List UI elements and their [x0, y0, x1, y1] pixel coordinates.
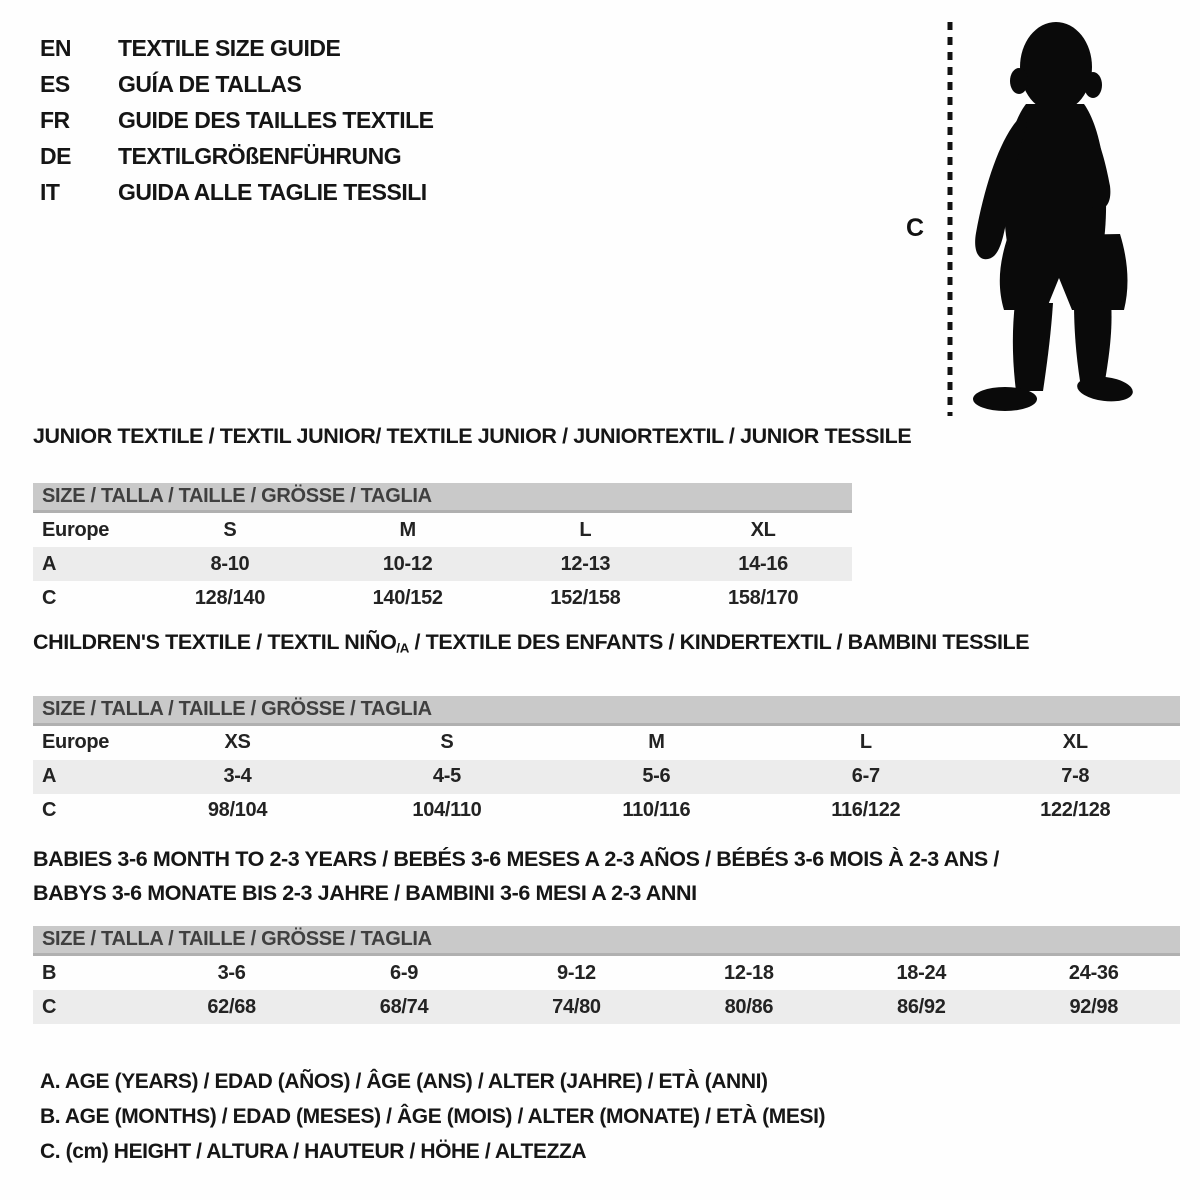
cell-value: 4-5 — [432, 765, 461, 788]
table-row-age — [33, 547, 852, 581]
cell-value: 18-24 — [896, 961, 947, 984]
cell-value: 8-10 — [210, 552, 250, 575]
language-code: FR — [40, 106, 70, 133]
table-row-height — [33, 990, 1180, 1024]
size-column: XL — [750, 518, 776, 541]
language-row-en — [40, 30, 434, 66]
language-list — [40, 30, 434, 210]
cell-value: 10-12 — [382, 552, 433, 575]
language-title: TEXTILGRÖßENFÜHRUNG — [118, 142, 402, 169]
language-code: DE — [40, 142, 71, 169]
cell-value: 12-18 — [724, 961, 774, 984]
footnote-age-years: A. AGE (YEARS) / EDAD (AÑOS) / ÂGE (ANS) / ALTER (JAHRE) / ETÀ (ANNI) — [40, 1070, 768, 1093]
children-size-table — [33, 726, 1180, 828]
row-label: A — [42, 765, 57, 788]
size-column: L — [859, 731, 872, 754]
cell-value: 68/74 — [379, 995, 429, 1018]
cell-value: 5-6 — [642, 765, 671, 788]
cell-value: 6-9 — [390, 961, 419, 984]
cell-value: 128/140 — [194, 586, 266, 609]
table-row-europe — [33, 726, 1180, 760]
row-label: Europe — [42, 518, 110, 541]
cell-value: 3-6 — [217, 961, 246, 984]
height-figure — [900, 16, 1165, 420]
cell-value: 98/104 — [207, 799, 268, 822]
table-row-europe — [33, 513, 852, 547]
section-children-textile — [33, 630, 1180, 828]
title-line-1: BABIES 3-6 MONTH TO 2-3 YEARS / BEBÉS 3-6 MESES A 2-3 AÑOS / BÉBÉS 3-6 MOIS À 2-3 ANS / — [33, 847, 999, 871]
language-code: EN — [40, 34, 71, 61]
row-label: C — [42, 799, 57, 822]
cell-value: 3-4 — [223, 765, 252, 788]
cell-value: 92/98 — [1069, 995, 1119, 1018]
cell-value: 140/152 — [372, 586, 443, 609]
language-title: GUIDA ALLE TAGLIE TESSILI — [118, 178, 427, 205]
footnotes — [40, 1064, 825, 1169]
cell-value: 14-16 — [738, 552, 788, 575]
language-row-de — [40, 138, 434, 174]
language-code: IT — [40, 178, 60, 205]
size-column: S — [440, 731, 454, 754]
table-row-age — [33, 760, 1180, 794]
junior-size-table — [33, 513, 852, 615]
footnote-height: C. (cm) HEIGHT / ALTURA / HAUTEUR / HÖHE / ALTEZZA — [40, 1140, 587, 1163]
title-line-2: BABYS 3-6 MONATE BIS 2-3 JAHRE / BAMBINI 3-6 MESI A 2-3 ANNI — [33, 881, 697, 905]
title-part: CHILDREN'S TEXTILE / TEXTIL NIÑO — [33, 630, 397, 654]
language-row-fr — [40, 102, 434, 138]
cell-value: 12-13 — [560, 552, 611, 575]
title-subscript: /A — [396, 640, 409, 656]
section-babies-textile — [33, 842, 1180, 1024]
section-title-babies — [33, 842, 1180, 910]
size-column: XS — [224, 731, 251, 754]
cell-value: 62/68 — [207, 995, 256, 1018]
size-column: XL — [1062, 731, 1088, 754]
row-label: C — [42, 995, 57, 1018]
title-part: / TEXTILE DES ENFANTS / KINDERTEXTIL / BAMBINI TESSILE — [408, 630, 1030, 654]
language-row-es — [40, 66, 434, 102]
cell-value: 104/110 — [412, 799, 482, 822]
section-junior-textile — [33, 424, 912, 615]
size-column: M — [648, 731, 665, 754]
babies-size-table — [33, 956, 1180, 1024]
section-title-children — [33, 630, 1180, 661]
height-label: C — [906, 214, 925, 242]
cell-value: 152/158 — [550, 586, 621, 609]
row-label: A — [42, 552, 57, 575]
language-code: ES — [40, 70, 70, 97]
row-label: Europe — [42, 731, 110, 754]
language-title: GUIDE DES TAILLES TEXTILE — [118, 106, 434, 133]
toddler-silhouette — [973, 22, 1134, 411]
size-column: M — [399, 518, 416, 541]
cell-value: 24-36 — [1068, 961, 1119, 984]
section-title-junior: JUNIOR TEXTILE / TEXTIL JUNIOR/ TEXTILE JUNIOR / JUNIORTEXTIL / JUNIOR TESSILE — [33, 424, 912, 448]
footnote-age-months: B. AGE (MONTHS) / EDAD (MESES) / ÂGE (MOIS) / ALTER (MONATE) / ETÀ (MESI) — [40, 1105, 826, 1128]
size-column: L — [579, 518, 592, 541]
table-row-height — [33, 581, 852, 615]
cell-value: 86/92 — [897, 995, 946, 1018]
size-header-band: SIZE / TALLA / TAILLE / GRÖSSE / TAGLIA — [33, 926, 1180, 956]
language-title: TEXTILE SIZE GUIDE — [118, 34, 341, 61]
table-row-height — [33, 794, 1180, 828]
row-label: B — [42, 961, 57, 984]
cell-value: 116/122 — [831, 799, 901, 822]
size-header-band: SIZE / TALLA / TAILLE / GRÖSSE / TAGLIA — [33, 483, 852, 513]
table-row-months — [33, 956, 1180, 990]
cell-value: 80/86 — [724, 995, 774, 1018]
size-header-band: SIZE / TALLA / TAILLE / GRÖSSE / TAGLIA — [33, 696, 1180, 726]
cell-value: 6-7 — [851, 765, 880, 788]
cell-value: 122/128 — [1040, 799, 1111, 822]
row-label: C — [42, 586, 57, 609]
cell-value: 74/80 — [552, 995, 601, 1018]
cell-value: 7-8 — [1061, 765, 1090, 788]
toddler-silhouette-icon — [928, 16, 1140, 420]
language-row-it — [40, 174, 434, 210]
language-title: GUÍA DE TALLAS — [118, 70, 302, 97]
cell-value: 9-12 — [557, 961, 596, 984]
cell-value: 158/170 — [728, 586, 799, 609]
size-column: S — [223, 518, 237, 541]
cell-value: 110/116 — [622, 799, 691, 822]
